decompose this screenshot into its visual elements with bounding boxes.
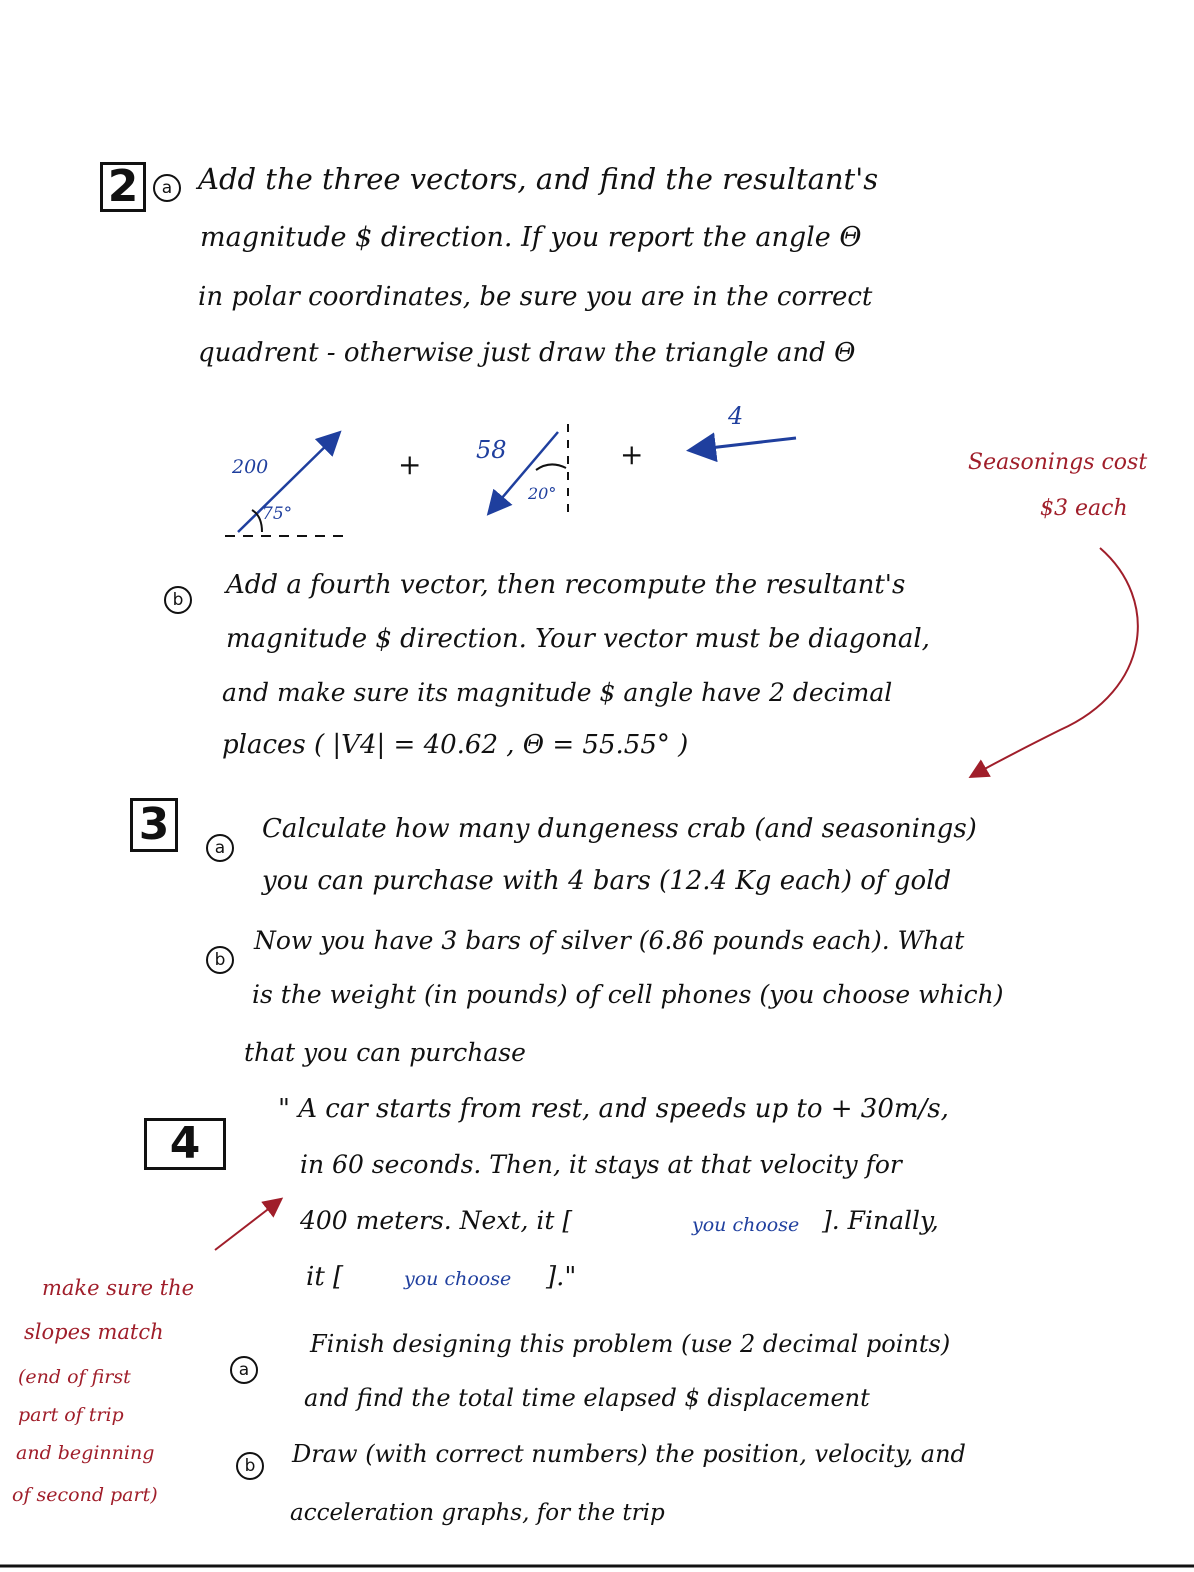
vector-2-angle: 20° [528, 484, 557, 503]
problem-2b-line-2: magnitude $ direction. Your vector must be diagonal, [226, 624, 930, 654]
problem-4a-marker: a [230, 1356, 258, 1384]
note-seasonings-line-1: Seasonings cost [968, 450, 1148, 475]
problem-4b-line-1: Draw (with correct numbers) the position, velocity, and [292, 1440, 966, 1468]
problem-4a-line-2: and find the total time elapsed $ displacement [304, 1384, 870, 1412]
problem-2b-line-4: places ( |V4| = 40.62 , Θ = 55.55° ) [222, 730, 689, 760]
problem-3b-line-2: is the weight (in pounds) of cell phones (you choose which) [252, 980, 1004, 1009]
plus-sign-2: + [620, 438, 644, 471]
you-choose-blank-2: you choose [404, 1268, 512, 1290]
note-seasonings-line-2: $3 each [1040, 496, 1128, 521]
note-slopes-line-4: part of trip [18, 1404, 124, 1426]
problem-4-number: 4 [144, 1118, 226, 1170]
vector-1-magnitude: 200 [232, 456, 269, 478]
vector-2-magnitude: 58 [476, 436, 507, 464]
vector-1-angle-arc [252, 510, 262, 532]
problem-4-quote-line-4b: ]." [546, 1262, 577, 1292]
problem-4a-line-1: Finish designing this problem (use 2 decimal points) [310, 1330, 951, 1358]
note-slopes-line-3: (end of first [18, 1366, 131, 1388]
problem-3-number: 3 [130, 798, 178, 852]
vector-3-arrow [692, 438, 796, 450]
problem-2a-line-3: in polar coordinates, be sure you are in the correct [198, 282, 873, 312]
problem-4-quote-line-1: " A car starts from rest, and speeds up to + 30m/s, [278, 1094, 949, 1124]
problem-2a-line-4: quadrent - otherwise just draw the triangle and Θ [198, 338, 856, 368]
vector-1-angle: 75° [262, 504, 293, 524]
problem-4b-marker: b [236, 1452, 264, 1480]
note-slopes-line-1: make sure the [42, 1276, 195, 1300]
problem-3a-line-2: you can purchase with 4 bars (12.4 Kg each) of gold [262, 866, 952, 896]
note-slopes-line-5: and beginning [16, 1442, 155, 1464]
problem-2-number: 2 [100, 162, 146, 212]
problem-2b-line-3: and make sure its magnitude $ angle have 2 decimal [222, 678, 893, 707]
you-choose-blank-1: you choose [692, 1214, 800, 1236]
problem-4b-line-2: acceleration graphs, for the trip [290, 1500, 665, 1526]
problem-4-quote-line-3a: 400 meters. Next, it [ [300, 1206, 573, 1235]
vector-2-angle-arc [536, 464, 566, 470]
problem-2a-marker: a [153, 174, 181, 202]
plus-sign-1: + [398, 448, 422, 481]
problem-2b-marker: b [164, 586, 192, 614]
problem-3b-marker: b [206, 946, 234, 974]
vector-3-magnitude: 4 [728, 402, 744, 430]
problem-2a-line-1: Add the three vectors, and find the resultant's [198, 162, 879, 196]
problem-3b-line-3: that you can purchase [244, 1038, 526, 1067]
note-slopes-line-6: of second part) [12, 1484, 158, 1506]
problem-4-quote-line-4a: it [ [306, 1262, 344, 1292]
problem-4-quote-line-2: in 60 seconds. Then, it stays at that velocity for [300, 1150, 902, 1179]
problem-3b-line-1: Now you have 3 bars of silver (6.86 pounds each). What [254, 926, 965, 955]
problem-2a-line-2: magnitude $ direction. If you report the angle Θ [200, 222, 862, 253]
problem-2b-line-1: Add a fourth vector, then recompute the resultant's [226, 570, 906, 600]
slopes-arrow [215, 1200, 280, 1250]
seasonings-arrow [972, 548, 1138, 776]
problem-4-quote-line-3b: ]. Finally, [822, 1206, 939, 1235]
problem-3a-line-1: Calculate how many dungeness crab (and seasonings) [262, 814, 977, 844]
problem-3a-marker: a [206, 834, 234, 862]
note-slopes-line-2: slopes match [24, 1320, 164, 1344]
